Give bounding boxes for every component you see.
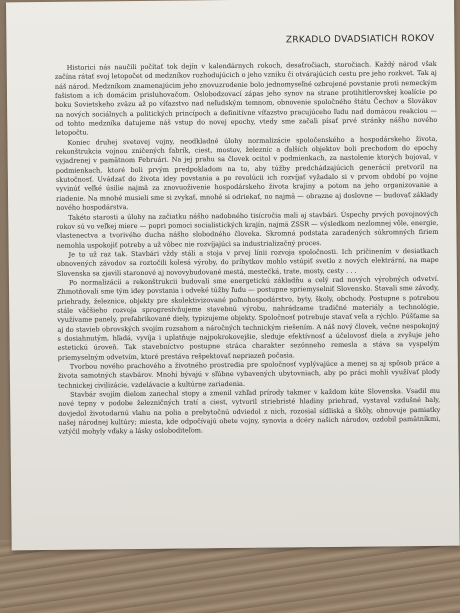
wooden-table-background [0,540,460,613]
body-text [55,60,441,438]
paragraph: Historici nás naučili počítať tok dejín v kalendárnych rokoch, desaťročiach, storočiach. Každý národ však začína rátať svoj letopočet od medzníkov rozhodujúcich o jeho vzniku či otvárajúcich cestu pre jeho rozkvet. Tak aj náš národ. Medzníkom znamenajúcim jeho znovuzrodenie bolo jednomyseľné ozbrojené povstanie proti nemeckým fašistom a ich domácim prisluhovačom. Oslobodzovací zápas jeho synov na strane protihitlerovskej koalície po boku Sovietskeho zväzu až po víťazstvo nad neľudským temnom, obnovenie spoločného štátu Čechov a Slovákov na nových sociálnych a politických princípoch a definitívne víťazstvo pracujúceho ľudu nad domácou reakciou — od tohto medzníka datujeme náš vstup do novej epochy, vtedy sme začali písať prvé stránky nášho nového letopočtu. [54,59,438,138]
book-page [6,0,460,550]
paragraph: Po normalizácii a rekonštrukcii budovali sme energetickú základňu a celý rad nových výrobných odvetví. Zhmotňovali sme tým idey povstania i odveké túžby ľudu — postupne spriemyselniť Slovensko. Stavali sme závody, priehrady, železnice, objekty pre skolektivizované poľnohospodárstvo, byty, školy, obchody. Postupne s potrebou stále väčšieho rozvoja sprogresívňujeme stavebnú výrobu, nahrádzame tradičné materiály a technológie, využívame panely, prefabrikované diely, typizujeme objekty. Spoločnosť potrebuje stavať veľa a rýchlo. Púšťame sa aj do stavieb obrovských svojím rozsahom a náročných technickým riešením. A náš nový človek, večne nespokojný s dosiahnutým, hľadá, vyvíja i uplatňuje najpokrokovejšie, sleduje efektívnosť a účelovosť diela a zvyšuje jeho estetickú úroveň. Tak stavebníctvo postupne stráca charakter sezónneho remesla a stáva sa vyspelým priemyselným odvetvím, ktoré prestáva rešpektovať nepriazeň počasia. [57,274,440,362]
paragraph: Stavbár svojím dielom zanechal stopy a zmenil vzhľad prírody takmer v každom kúte Slovenska. Vsadil mu nové tepny v podobe železničných tratí a ciest, vytvoril striebristé hladiny priehrad, vystaval vzdušné haly, dovjedol životodarnú vlahu na polia a prebytočnú odviedol z nich, rozosial sídliská a škôly, obnovuje pamiatky našej národnej kultúry; miesta, kde odpočívajú obete vojny, synovia a dcéry našich národov, ozdobil pamätníkmi, vztýčil mohyly vďaky a lásky osloboditeľom. [58,386,441,437]
paragraph: Koniec druhej svetovej vojny, neodkladné úlohy normalizácie spoločenského a hospodárskeho života, rekonštrukcia vojnou zničených fabrík, ciest, mostov, železníc a ďalších objektov boli prechodom do epochy vyjadrenej v pamätnom Februári. Na jej prahu sa človek ocitol v podmienkach, za nastolenie ktorých bojoval, v podmienkach, ktoré boli prvým predpokladom na to, aby túžby predchádzajúcich generácií pretvoril na skutočnosť. Uvádzať do života idey povstania a po revolúcii ich rozvíjať vyžadalo si v prvom období po vojne vyvinúť veľké úsilie najmä za znovuoživenie hospodárskeho života krajiny a potom na jeho organizovanie a riadenie. Na mnohé musieli sme si zvykať, mnohé si odriekať, no najmä — obrazne aj doslovne — budovať základy nového hospodárstva. [55,134,439,212]
paragraph: Takéto starosti a úlohy na začiatku nášho nadobného tisícročia mali aj stavbári. Úspechy prvých povojnových rokov sú vo veľkej miere — popri pomoci socialistických krajín, najmä ZSSR — výsledkom nezlomnej vôle, energie, vlastenectva a tvorivého ducha nášho slobodného človeka. Skromná podstata zaradených súkromných firiem nemohla uspokojiť potreby a už vôbec nie rozvíjajúci sa industrializačný proces. [56,209,439,250]
paragraph: Tvorbou nového prachového a životného prostredia pre spoločnosť vyplývajúce a menej sa aj spôsob práce a života samotných stavbárov. Mnohí bývajú v sľúbne vybavených ubytovniach, aby po práci mohli využívať plody technickej civilizácie, vzdelávacie a kultúrne zariadenia. [57,358,440,390]
page-header: ZRKADLO DVADSIATICH ROKOV [285,33,435,46]
paragraph: Je to už raz tak. Stavbári vždy stáli a stoja v prvej línii rozvoja spoločnosti. Ich pričinením v desiatkach obnovených závodov sa roztočili kolesá výroby, do príbytkov mohlo vstúpiť svetlo z nových elektrární, na mape Slovenska sa zjavili staronové aj novovybudované mestá, mestečká, trate, mosty, cesty . . . [56,246,439,278]
